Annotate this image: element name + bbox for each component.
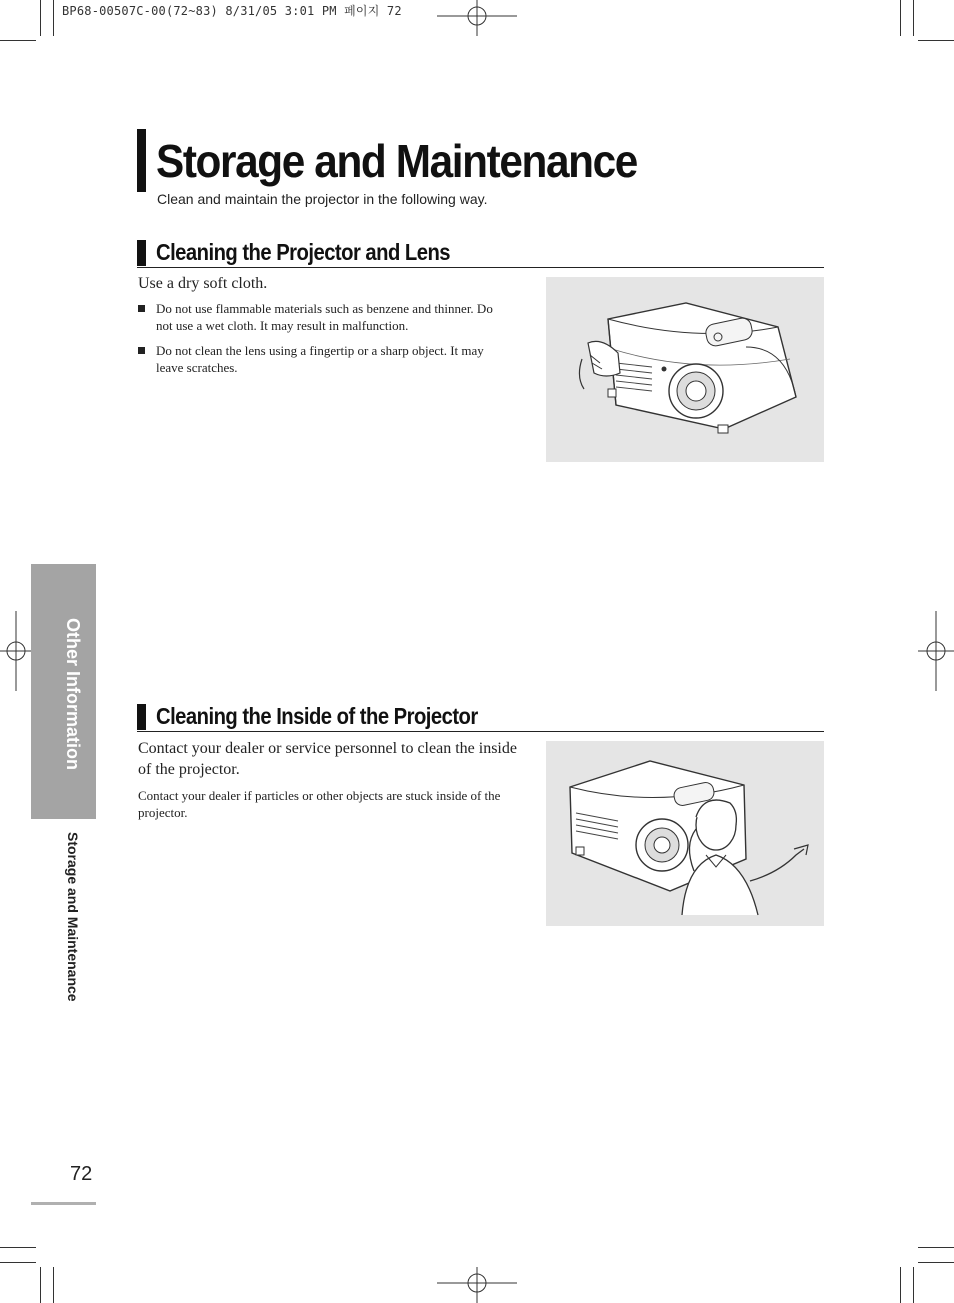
projector-service-illustration [546, 741, 824, 926]
section2-lead: Contact your dealer or service personnel to clean the inside of the projector. [138, 740, 517, 778]
square-bullet-icon [138, 347, 145, 354]
section1-lead: Use a dry soft cloth. [138, 275, 268, 292]
crop-mark [0, 1247, 36, 1248]
section-rule [137, 731, 824, 732]
section2-note: Contact your dealer if particles or other objects are stuck inside of the projector. [138, 788, 501, 820]
section1-bullet-list [138, 301, 503, 385]
side-section-label: Storage and Maintenance [65, 832, 81, 1002]
crop-mark [0, 40, 36, 41]
page-number: 72 [70, 1163, 93, 1185]
section-heading-cleaning-projector-lens: Cleaning the Projector and Lens [156, 239, 451, 265]
crop-mark [913, 0, 914, 36]
crop-mark [900, 1267, 901, 1303]
page-title: Storage and Maintenance [156, 135, 637, 187]
title-accent-bar [137, 129, 146, 192]
projector-cleaning-illustration [546, 277, 824, 462]
footer-rule [31, 1202, 96, 1205]
crop-mark [0, 1262, 36, 1263]
registration-mark-right [918, 611, 954, 691]
crop-mark [40, 0, 41, 36]
section-accent-bar [137, 240, 146, 266]
side-tab-label: Other Information [63, 618, 83, 770]
crop-mark [40, 1267, 41, 1303]
crop-mark [918, 1247, 954, 1248]
page-subtitle: Clean and maintain the projector in the following way. [157, 191, 488, 207]
print-header: BP68-00507C-00(72~83) 8/31/05 3:01 PM 페이지 72 [62, 4, 402, 18]
section-accent-bar [137, 704, 146, 730]
section-heading-cleaning-inside: Cleaning the Inside of the Projector [156, 703, 478, 729]
list-item: Do not use flammable materials such as benzene and thinner. Do not use a wet cloth. It may result in malfunction. [138, 301, 503, 334]
crop-mark [918, 1262, 954, 1263]
list-item: Do not clean the lens using a fingertip or a sharp object. It may leave scratches. [138, 343, 503, 376]
crop-mark [53, 1267, 54, 1303]
registration-mark-bottom [437, 1267, 517, 1303]
crop-mark [913, 1267, 914, 1303]
crop-mark [53, 0, 54, 36]
crop-mark [900, 0, 901, 36]
crop-mark [918, 40, 954, 41]
section-rule [137, 267, 824, 268]
registration-mark-top [437, 0, 517, 36]
square-bullet-icon [138, 305, 145, 312]
